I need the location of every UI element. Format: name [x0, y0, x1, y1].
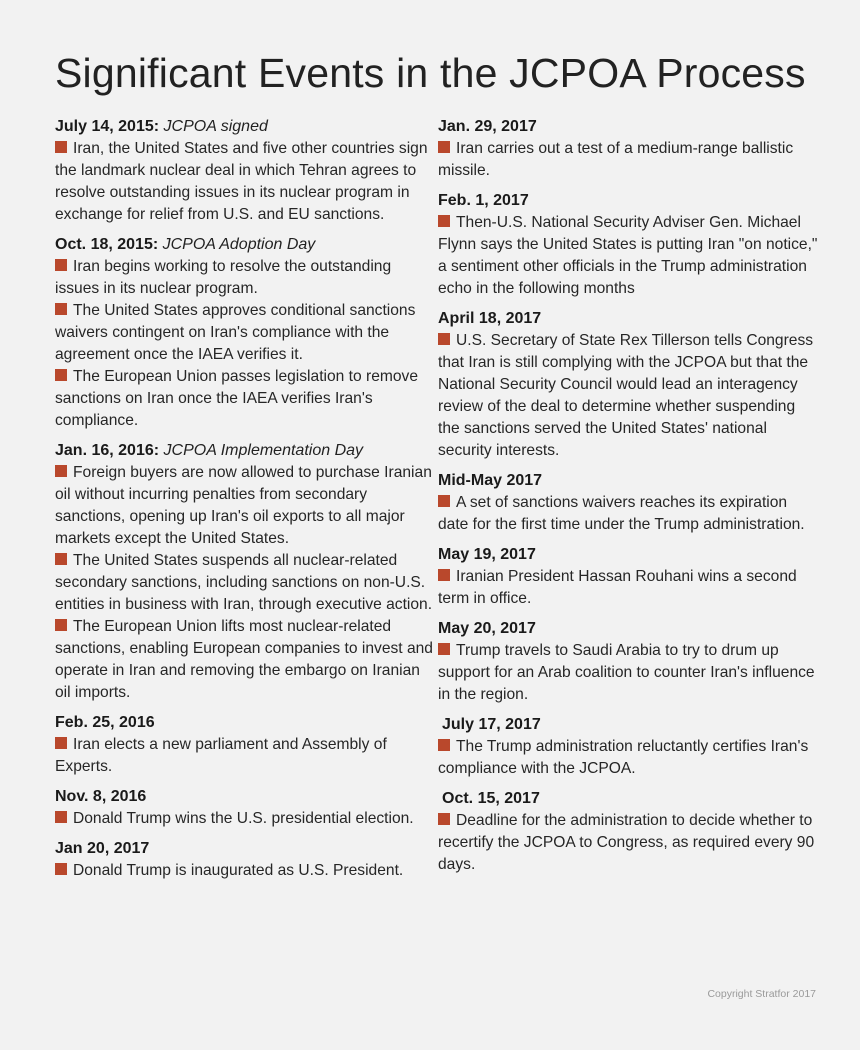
bullet-square-icon: [438, 495, 450, 507]
event-bullet: The United States approves conditional sanctions waivers contingent on Iran's compliance with the agreement once the IAEA verifies it.: [55, 302, 416, 363]
event-jan-20-2017: [55, 838, 433, 882]
bullet-square-icon: [55, 737, 67, 749]
event-label: JCPOA signed: [163, 118, 268, 135]
right-column: [438, 116, 818, 884]
event-date: Feb. 25, 2016: [55, 714, 155, 731]
event-date: July 14, 2015:: [55, 118, 160, 135]
event-mid-may-2017: [438, 470, 818, 536]
event-label: JCPOA Adoption Day: [162, 236, 316, 253]
bullet-square-icon: [55, 553, 67, 565]
event-bullet: Iran begins working to resolve the outstanding issues in its nuclear program.: [55, 258, 392, 297]
bullet-square-icon: [55, 465, 67, 477]
event-bullet: Iran elects a new parliament and Assembly of Experts.: [55, 736, 387, 775]
event-feb-25-2016: [55, 712, 433, 778]
event-date: Jan 20, 2017: [55, 840, 150, 857]
event-feb-1-2017: [438, 190, 818, 300]
bullet-square-icon: [438, 215, 450, 227]
bullet-square-icon: [438, 141, 450, 153]
event-date: Oct. 15, 2017: [442, 790, 540, 807]
event-date: Feb. 1, 2017: [438, 192, 529, 209]
bullet-square-icon: [55, 619, 67, 631]
event-jan-29-2017: [438, 116, 818, 182]
event-bullet: A set of sanctions waivers reaches its expiration date for the first time under the Trump administration.: [438, 494, 805, 533]
event-bullet: The United States suspends all nuclear-related secondary sanctions, including sanctions on non-U.S. entities in business with Iran, through executive action.: [55, 552, 433, 613]
event-date: April 18, 2017: [438, 310, 542, 327]
event-date: Jan. 16, 2016:: [55, 442, 160, 459]
event-july-17-2017: [438, 714, 818, 780]
event-bullet: Iran carries out a test of a medium-range ballistic missile.: [438, 140, 794, 179]
left-column: [55, 116, 433, 890]
event-bullet: Foreign buyers are now allowed to purchase Iranian oil without incurring penalties from secondary sanctions, opening up Iran's oil exports to all major markets except the United States.: [55, 464, 432, 547]
event-date: Nov. 8, 2016: [55, 788, 147, 805]
bullet-square-icon: [438, 643, 450, 655]
event-date: May 20, 2017: [438, 620, 536, 637]
event-bullet: Deadline for the administration to decide whether to recertify the JCPOA to Congress, as required every 90 days.: [438, 812, 815, 873]
bullet-square-icon: [438, 739, 450, 751]
event-bullet: Donald Trump is inaugurated as U.S. President.: [55, 860, 433, 882]
event-april-18-2017: [438, 308, 818, 462]
bullet-square-icon: [55, 811, 67, 823]
event-bullet: Iranian President Hassan Rouhani wins a second term in office.: [438, 568, 797, 607]
event-date: Mid-May 2017: [438, 472, 543, 489]
bullet-square-icon: [55, 259, 67, 271]
bullet-square-icon: [55, 141, 67, 153]
bullet-square-icon: [438, 569, 450, 581]
event-may-19-2017: [438, 544, 818, 610]
event-oct-15-2017: [438, 788, 818, 876]
copyright-notice: Copyright Stratfor 2017: [707, 988, 816, 1000]
event-may-20-2017: [438, 618, 818, 706]
event-date: Oct. 18, 2015:: [55, 236, 159, 253]
event-nov-8-2016: [55, 786, 433, 830]
event-label: JCPOA Implementation Day: [163, 442, 364, 459]
event-bullet: The European Union lifts most nuclear-related sanctions, enabling European companies to invest and operate in Iran and removing the embargo on Iranian oil imports.: [55, 618, 433, 701]
event-bullet: Donald Trump wins the U.S. presidential election.: [55, 808, 433, 830]
event-bullet: The Trump administration reluctantly certifies Iran's compliance with the JCPOA.: [438, 738, 809, 777]
event-date: July 17, 2017: [442, 716, 541, 733]
bullet-square-icon: [438, 333, 450, 345]
event-bullet: Trump travels to Saudi Arabia to try to drum up support for an Arab coalition to counter Iran's influence in the region.: [438, 642, 815, 703]
bullet-square-icon: [438, 813, 450, 825]
event-july-14-2015: [55, 116, 433, 226]
event-bullet: The European Union passes legislation to remove sanctions on Iran once the IAEA verifies Iran's compliance.: [55, 368, 418, 429]
page-title: Significant Events in the JCPOA Process: [55, 50, 806, 96]
event-bullet: Then-U.S. National Security Adviser Gen. Michael Flynn says the United States is putting Iran "on notice," a sentiment other officials in the Trump administration echo in the following months: [438, 214, 818, 297]
bullet-square-icon: [55, 303, 67, 315]
bullet-square-icon: [55, 369, 67, 381]
event-date: Jan. 29, 2017: [438, 118, 537, 135]
event-oct-18-2015: [55, 234, 433, 432]
bullet-square-icon: [55, 863, 67, 875]
event-date: May 19, 2017: [438, 546, 536, 563]
event-jan-16-2016: [55, 440, 433, 704]
event-bullet: U.S. Secretary of State Rex Tillerson tells Congress that Iran is still complying with the JCPOA but that the National Security Council would lead an interagency review of the deal to determine whether suspending the sanctions served the United States' national security interests.: [438, 332, 814, 459]
event-bullet: Iran, the United States and five other countries sign the landmark nuclear deal in which Tehran agrees to resolve outstanding issues in its nuclear program in exchange for relief from U.S. and EU sanctions.: [55, 140, 428, 223]
